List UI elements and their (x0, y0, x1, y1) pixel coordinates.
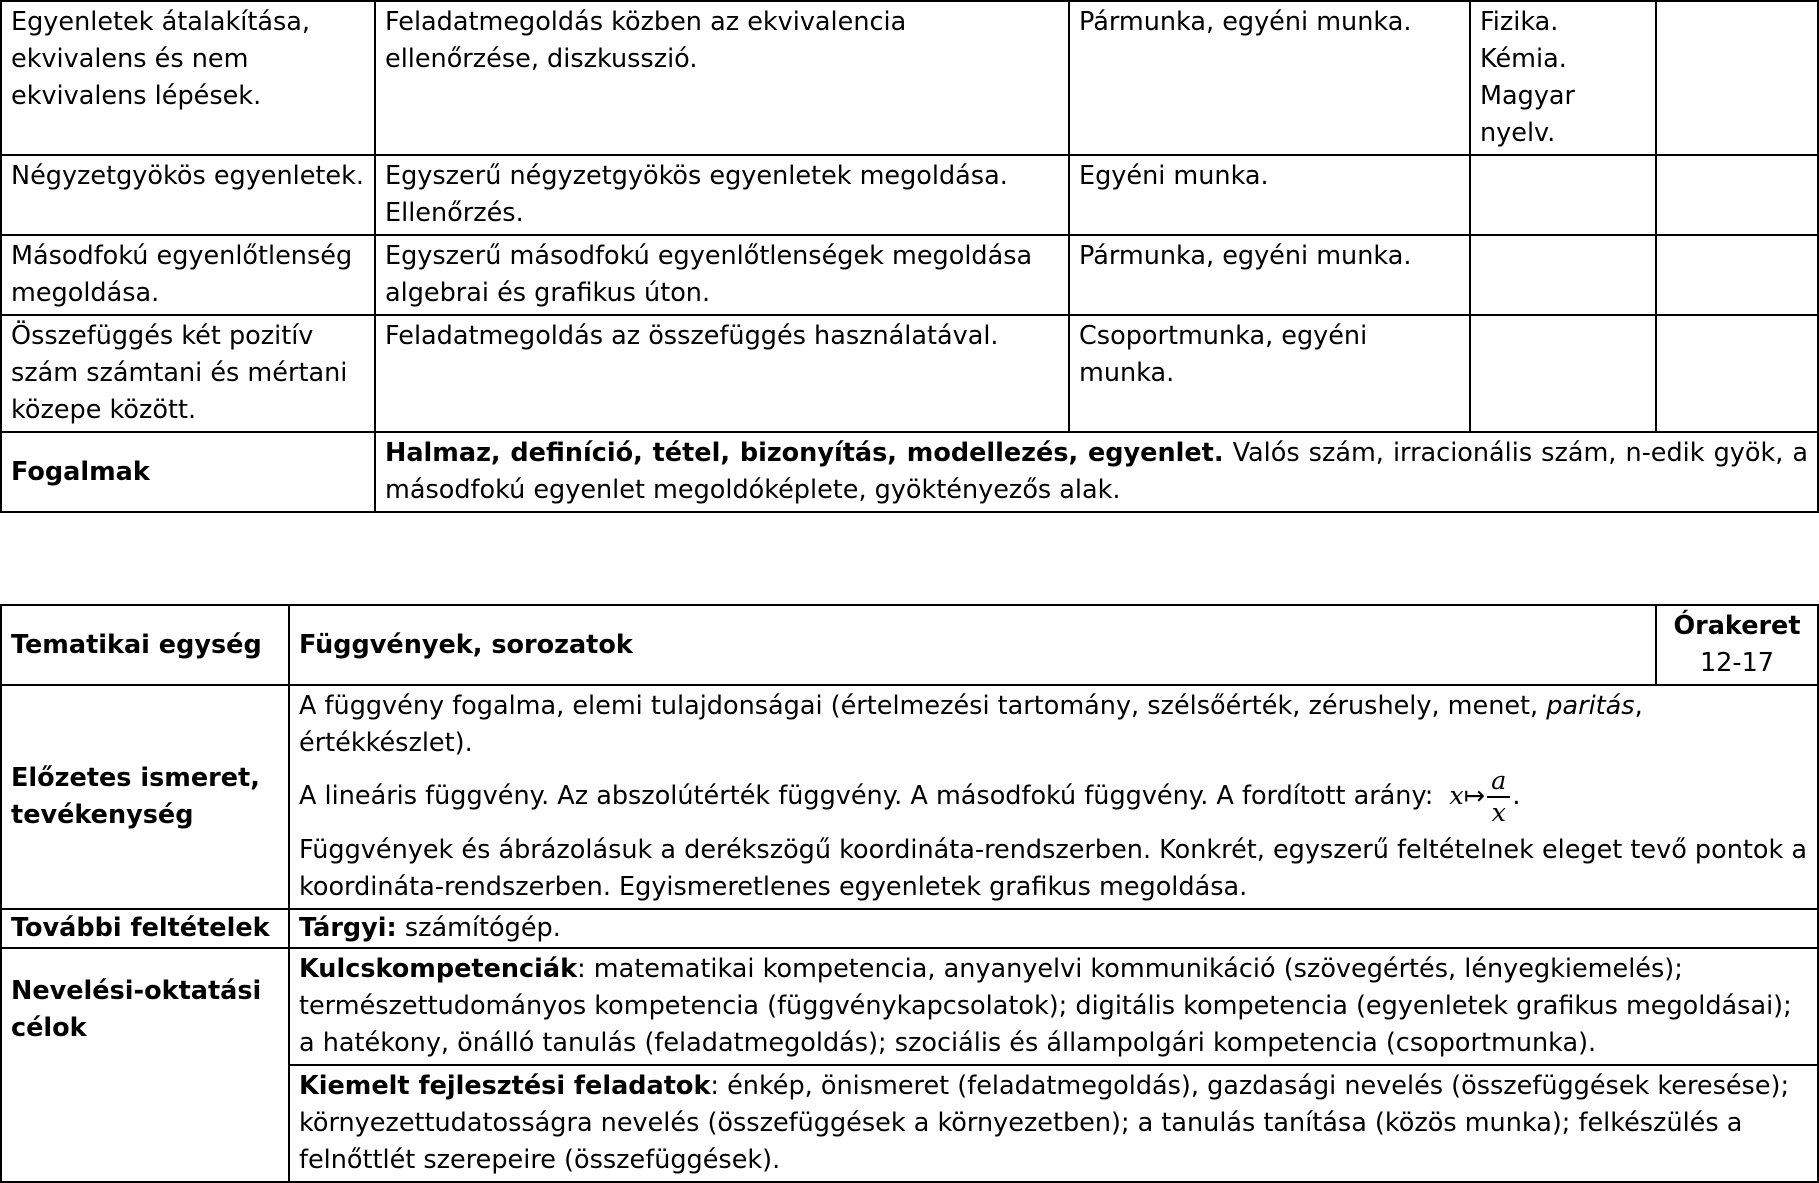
fogalmak-label: Fogalmak (1, 432, 375, 512)
links-cell (1470, 235, 1656, 315)
inverse-formula: x↦ $\frac{a}{x}$ . (1449, 766, 1521, 828)
table-row (1, 155, 1818, 235)
method-cell: Pármunka, egyéni munka. (1069, 1, 1470, 155)
conditions-label: További feltételek (1, 909, 289, 948)
method-cell: Egyéni munka. (1069, 155, 1470, 235)
prior-label: Előzetes ismeret, tevékenység (1, 685, 289, 909)
fogalmak-bold: Halmaz, definíció, tétel, bizonyítás, modellezés, egyenlet. (385, 438, 1224, 468)
method-cell: Pármunka, egyéni munka. (1069, 235, 1470, 315)
prior-row (1, 685, 1818, 909)
fogalmak-content (375, 432, 1818, 512)
orakeret-label: Órakeret (1673, 611, 1801, 641)
unit-table (0, 604, 1819, 1183)
goals-development-tasks: Kiemelt fejlesztési feladatok: énkép, önismeret (feladatmegoldás), gazdasági nevelés (összefüggések keresése); környezettudatosságra nevelés (összefüggések a környezetben); a tanulás tanítása (közös munka); felkészülés a felnőttlét szerepeire (összefüggések). (289, 1065, 1818, 1182)
activity-cell: Feladatmegoldás közben az ekvivalencia ellenőrzése, diszkusszió. (375, 1, 1069, 155)
extra-cell (1656, 315, 1818, 432)
goals-label: Nevelési-oktatási célok (1, 948, 289, 1182)
prior-content (289, 685, 1818, 909)
goals-key-competences: Kulcskompetenciák: matematikai kompetencia, anyanyelvi kommunikáció (szövegértés, lényegkiemelés); természettudományos kompetencia (függvénykapcsolatok); digitális kompetencia (egyenletek grafikus megoldásai); a hatékony, önálló tanulás (feladatmegoldás); szociális és állampolgári kompetencia (csoportmunka). (289, 948, 1818, 1065)
activity-cell: Feladatmegoldás az összefüggés használatával. (375, 315, 1069, 432)
activity-cell: Egyszerű négyzetgyökös egyenletek megoldása. Ellenőrzés. (375, 155, 1069, 235)
table-row (1, 315, 1818, 432)
goals-row (1, 948, 1818, 1065)
unit-title: Függvények, sorozatok (289, 605, 1656, 685)
extra-cell (1656, 235, 1818, 315)
prior-paragraph: Függvények és ábrázolásuk a derékszögű koordináta-rendszerben. Konkrét, egyszerű feltételnek eleget tevő pontok a koordináta-rendszerben. Egyismeretlenes egyenletek grafikus megoldása. (299, 835, 1807, 902)
orakeret-value: 12-17 (1699, 648, 1775, 678)
topic-cell: Másodfokú egyenlőtlenség megoldása. (1, 235, 375, 315)
prior-paragraph: A lineáris függvény. Az abszolútérték függvény. A másodfokú függvény. A fordított arány: x↦ $\frac{a}{x}$ . (299, 766, 1521, 828)
prior-italic: paritás (1546, 691, 1635, 721)
activity-cell: Egyszerű másodfokú egyenlőtlenségek megoldása algebrai és grafikus úton. (375, 235, 1069, 315)
orakeret-cell (1656, 605, 1818, 685)
unit-header-row (1, 605, 1818, 685)
table-row (1, 235, 1818, 315)
fogalmak-text: Valós szám, irracionális szám, n-edik gyök, a másodfokú egyenlet megoldóképlete, gyöktényezős alak. (385, 438, 1808, 505)
topic-cell: Négyzetgyökös egyenletek. (1, 155, 375, 235)
extra-cell (1656, 1, 1818, 155)
extra-cell (1656, 155, 1818, 235)
topic-cell: Egyenletek átalakítása, ekvivalens és nem ekvivalens lépések. (1, 1, 375, 155)
fraction: $\frac{a}{x}$ (1487, 766, 1510, 828)
links-cell (1470, 315, 1656, 432)
conditions-row (1, 909, 1818, 948)
fogalmak-row (1, 432, 1818, 512)
unit-header-label: Tematikai egység (1, 605, 289, 685)
links-cell (1470, 155, 1656, 235)
prior-paragraph: A függvény fogalma, elemi tulajdonságai (értelmezési tartomány, szélsőérték, zérushely, menet, paritás, értékkészlet). (299, 691, 1643, 758)
table-row (1, 1, 1818, 155)
method-cell: Csoportmunka, egyéni munka. (1069, 315, 1470, 432)
activities-table (0, 0, 1819, 513)
topic-cell: Összefüggés két pozitív szám számtani és mértani közepe között. (1, 315, 375, 432)
conditions-content: Tárgyi: számítógép. (289, 909, 1818, 948)
links-cell: Fizika. Kémia. Magyar nyelv. (1470, 1, 1656, 155)
